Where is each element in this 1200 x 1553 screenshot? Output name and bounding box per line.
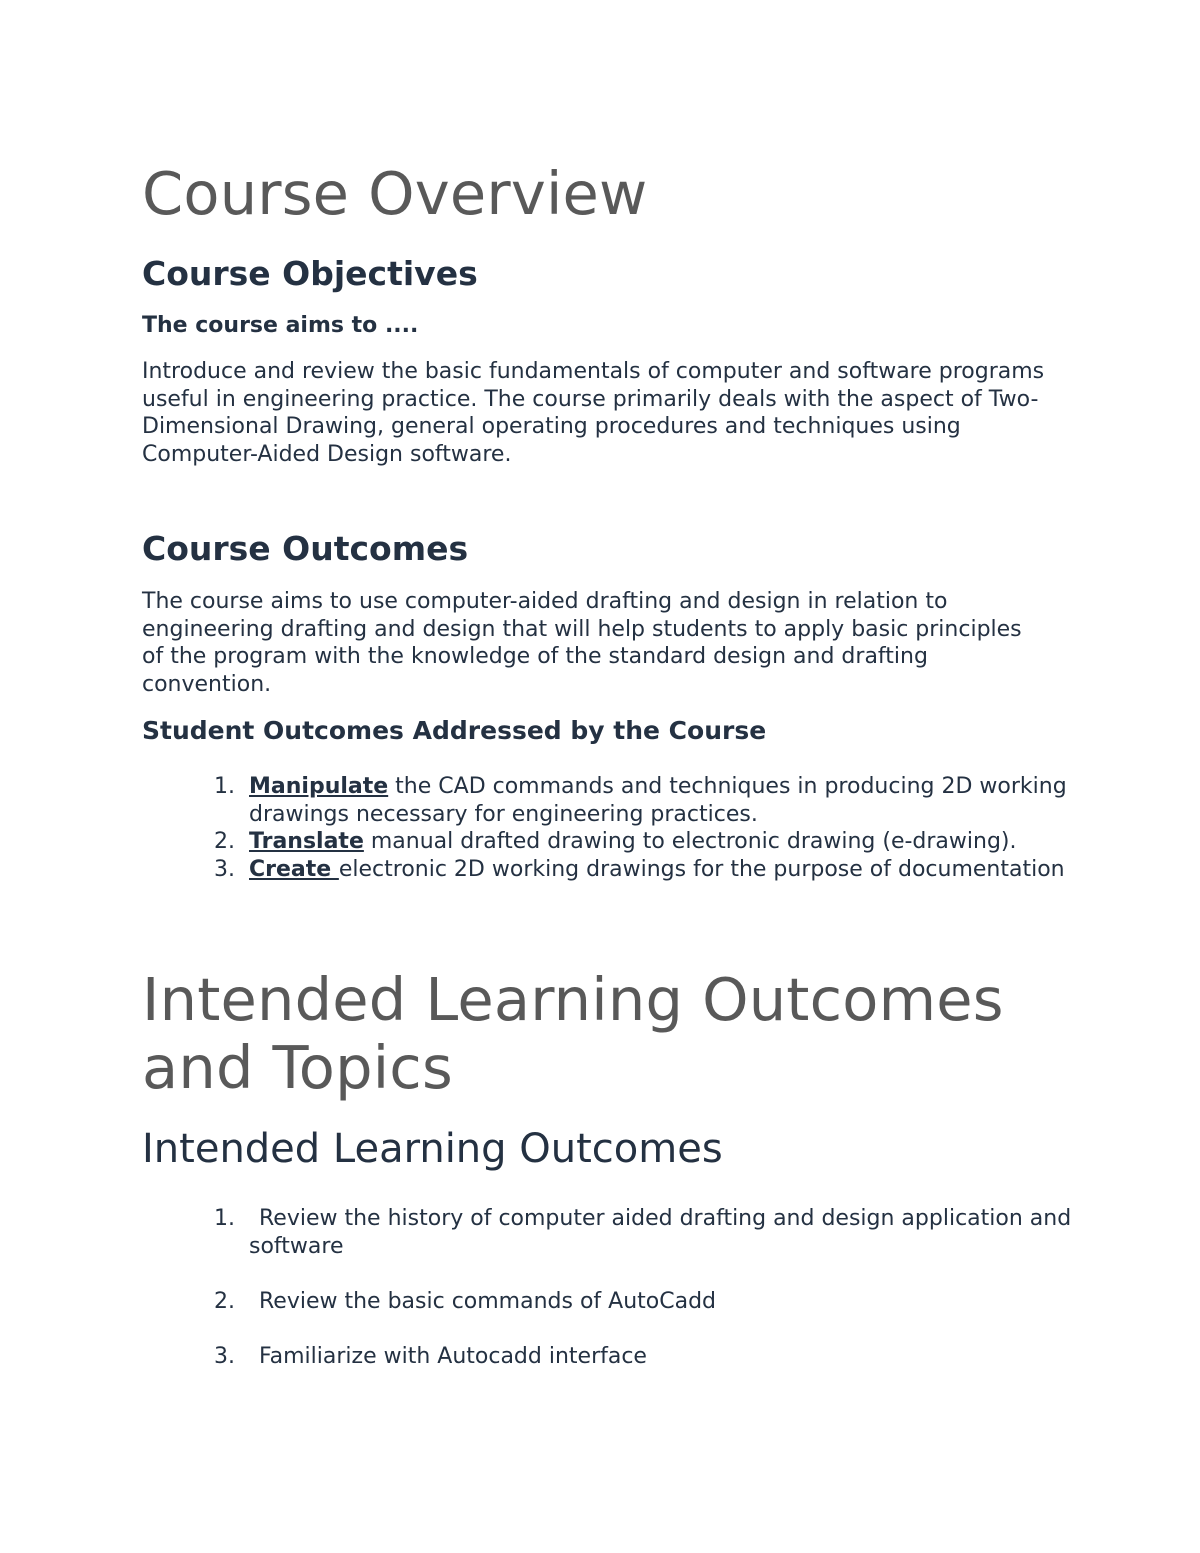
ilo-section-title: Intended Learning Outcomes and Topics bbox=[142, 965, 1004, 1102]
course-aims-lead: The course aims to .... bbox=[142, 313, 419, 338]
outcome-text: electronic 2D working drawings for the purpose of documentation bbox=[338, 856, 1065, 882]
list-number: 2. bbox=[214, 829, 235, 854]
student-outcomes-list bbox=[142, 773, 1082, 883]
ilo-list bbox=[142, 1205, 1082, 1398]
outcome-keyword: Translate bbox=[249, 829, 364, 854]
outcome-text: the CAD commands and techniques in producing 2D working drawings necessary for engineering practices. bbox=[249, 774, 1067, 827]
student-outcomes-heading: Student Outcomes Addressed by the Course bbox=[142, 716, 767, 745]
page-title: Course Overview bbox=[142, 159, 648, 228]
list-item bbox=[142, 1343, 1082, 1371]
list-item bbox=[142, 773, 1082, 828]
ilo-text: Familiarize with Autocadd interface bbox=[259, 1343, 647, 1369]
outcomes-paragraph: The course aims to use computer-aided drafting and design in relation to engineering drafting and design that will help students to apply basic principles of the program with the knowledge of the standard design and drafting convention. bbox=[142, 589, 1022, 697]
ilo-text: Review the history of computer aided drafting and design application and software bbox=[249, 1206, 1072, 1259]
ilo-subheading: Intended Learning Outcomes bbox=[142, 1126, 723, 1172]
outcome-text: manual drafted drawing to electronic drawing (e-drawing). bbox=[363, 829, 1017, 854]
list-item bbox=[142, 828, 1082, 856]
course-objectives-heading: Course Objectives bbox=[142, 254, 478, 293]
list-number: 3. bbox=[214, 856, 235, 882]
list-number: 2. bbox=[214, 1288, 235, 1314]
course-outcomes-heading: Course Outcomes bbox=[142, 529, 469, 568]
list-number: 1. bbox=[214, 774, 235, 799]
objectives-paragraph: Introduce and review the basic fundamentals of computer and software programs useful in engineering practice. The course primarily deals with the aspect of Two-Dimensional Drawing, general operating procedures and techniques using Computer-Aided Design software. bbox=[142, 359, 1045, 467]
ilo-text: Review the basic commands of AutoCadd bbox=[259, 1288, 717, 1314]
list-number: 3. bbox=[214, 1343, 235, 1369]
list-number: 1. bbox=[214, 1206, 235, 1231]
list-item bbox=[142, 1205, 1082, 1260]
outcome-keyword: Create bbox=[249, 856, 339, 882]
list-item bbox=[142, 856, 1082, 884]
outcome-keyword: Manipulate bbox=[249, 774, 389, 799]
list-item bbox=[142, 1288, 1082, 1316]
